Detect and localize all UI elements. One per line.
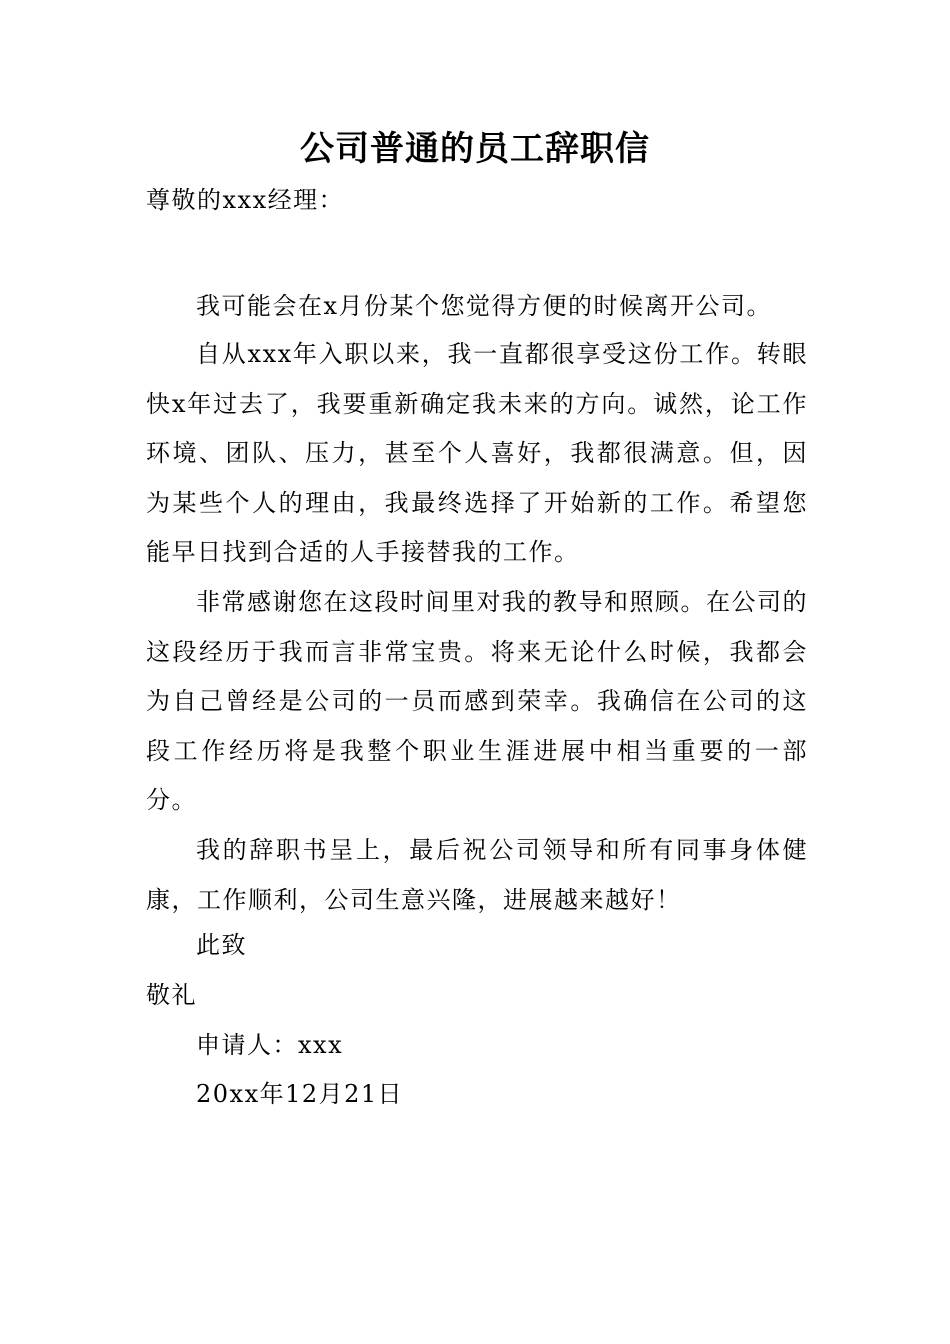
letter-date: 20xx年12月21日 — [196, 1080, 404, 1108]
salutation: 尊敬的xxx经理： — [146, 186, 345, 214]
applicant-signature: 申请人：xxx — [196, 1031, 344, 1059]
regards-phrase: 敬礼 — [146, 981, 197, 1009]
paragraph-4: 我的辞职书呈上，最后祝公司领导和所有同事身体健康，工作顺利，公司生意兴隆，进展越来越好！ — [146, 836, 808, 914]
closing-phrase: 此致 — [196, 931, 247, 959]
paragraph-2: 自从xxx年入职以来，我一直都很享受这份工作。转眼快x年过去了，我要重新确定我未来的方向。诚然，论工作环境、团队、压力，甚至个人喜好，我都很满意。但，因为某些个人的理由，我最终选择了开始新的工作。希望您能早日找到合适的人手接替我的工作。 — [146, 340, 808, 566]
paragraph-1: 我可能会在x月份某个您觉得方便的时候离开公司。 — [196, 292, 773, 320]
paragraph-3: 非常感谢您在这段时间里对我的教导和照顾。在公司的这段经历于我而言非常宝贵。将来无论什么时候，我都会为自己曾经是公司的一员而感到荣幸。我确信在公司的这段工作经历将是我整个职业生涯进展中相当重要的一部分。 — [146, 588, 808, 814]
document-title: 公司普通的员工辞职信 — [300, 129, 650, 169]
